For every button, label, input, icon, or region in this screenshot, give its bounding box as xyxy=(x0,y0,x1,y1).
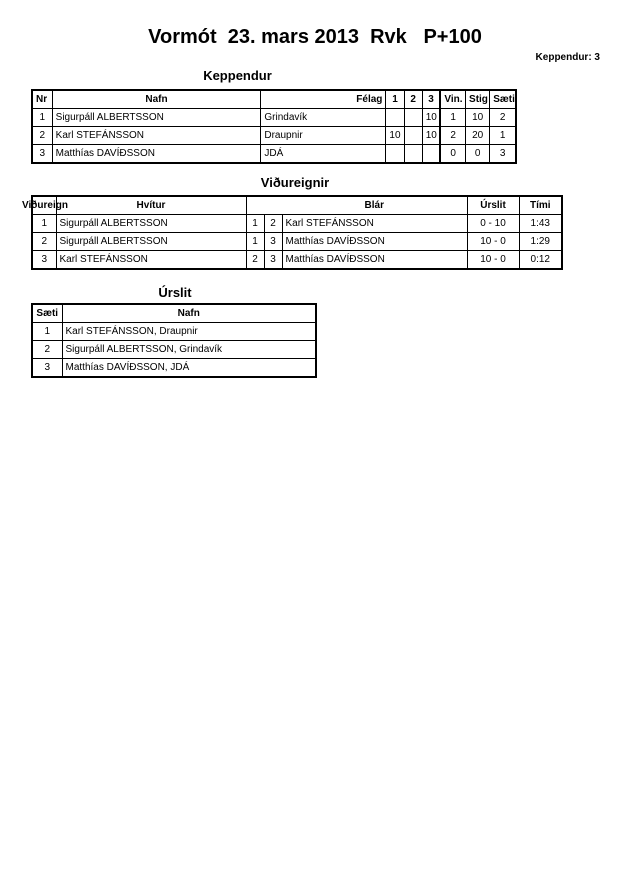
col-match xyxy=(22,196,68,215)
table-row xyxy=(32,127,516,145)
match-blue-nr: 3 xyxy=(264,251,282,270)
results-header-row xyxy=(32,304,316,323)
result-name: Sigurpáll ALBERTSSON, Grindavík xyxy=(62,341,316,359)
col-time: Tími xyxy=(519,196,562,215)
match-white: Sigurpáll ALBERTSSON xyxy=(56,215,246,233)
result-name: Matthías DAVÍÐSSON, JDÁ xyxy=(62,359,316,378)
col-blue-nr xyxy=(264,196,282,215)
player-nr: 2 xyxy=(32,127,52,145)
player-r3: 10 xyxy=(422,109,440,127)
players-table xyxy=(31,89,517,164)
matches-header-row xyxy=(32,196,562,215)
col-match-label: Viðureign xyxy=(22,200,68,211)
match-blue: Matthías DAVÍÐSSON xyxy=(282,233,467,251)
match-white-nr: 2 xyxy=(246,251,264,270)
player-r3: 10 xyxy=(422,127,440,145)
table-row xyxy=(32,251,562,270)
match-blue: Matthías DAVÍÐSSON xyxy=(282,251,467,270)
match-blue-nr: 3 xyxy=(264,233,282,251)
player-r2 xyxy=(404,145,422,164)
col-round-1: 1 xyxy=(386,90,404,109)
col-round-2: 2 xyxy=(404,90,422,109)
player-r3 xyxy=(422,145,440,164)
col-nafn: Nafn xyxy=(52,90,261,109)
table-row xyxy=(32,323,316,341)
matches-heading: Viðureignir xyxy=(260,175,330,190)
result-place: 2 xyxy=(32,341,62,359)
player-name: Sigurpáll ALBERTSSON xyxy=(52,109,261,127)
col-name: Nafn xyxy=(62,304,316,323)
page-title: Vormót 23. mars 2013 Rvk P+100 xyxy=(148,26,482,48)
col-place: Sæti xyxy=(490,90,516,109)
player-name: Matthías DAVÍÐSSON xyxy=(52,145,261,164)
player-place: 2 xyxy=(490,109,516,127)
match-white-nr: 1 xyxy=(246,215,264,233)
player-wins: 2 xyxy=(440,127,465,145)
player-r2 xyxy=(404,109,422,127)
result-place: 3 xyxy=(32,359,62,378)
col-sæti: Sæti xyxy=(32,304,62,323)
table-row xyxy=(32,145,516,164)
match-nr: 2 xyxy=(32,233,56,251)
col-points: Stig xyxy=(466,90,490,109)
player-wins: 0 xyxy=(440,145,465,164)
player-r1 xyxy=(386,145,404,164)
player-r1 xyxy=(386,109,404,127)
match-time: 0:12 xyxy=(519,251,562,270)
player-points: 10 xyxy=(466,109,490,127)
results-table xyxy=(31,303,317,378)
match-white: Karl STEFÁNSSON xyxy=(56,251,246,270)
player-wins: 1 xyxy=(440,109,465,127)
match-blue: Karl STEFÁNSSON xyxy=(282,215,467,233)
match-white: Sigurpáll ALBERTSSON xyxy=(56,233,246,251)
table-row xyxy=(32,109,516,127)
player-name: Karl STEFÁNSSON xyxy=(52,127,261,145)
player-nr: 3 xyxy=(32,145,52,164)
player-place: 3 xyxy=(490,145,516,164)
col-nr: Nr xyxy=(32,90,52,109)
player-club: JDÁ xyxy=(261,145,386,164)
player-points: 20 xyxy=(466,127,490,145)
player-r2 xyxy=(404,127,422,145)
player-club: Draupnir xyxy=(261,127,386,145)
table-row xyxy=(32,233,562,251)
table-row xyxy=(32,359,316,378)
table-row xyxy=(32,341,316,359)
results-heading: Úrslit xyxy=(158,285,192,300)
match-nr: 3 xyxy=(32,251,56,270)
player-count: Keppendur: 3 xyxy=(535,52,600,63)
col-wins: Vin. xyxy=(440,90,465,109)
players-heading: Keppendur xyxy=(203,68,272,83)
player-r1: 10 xyxy=(386,127,404,145)
match-time: 1:43 xyxy=(519,215,562,233)
col-result: Úrslit xyxy=(467,196,519,215)
player-nr: 1 xyxy=(32,109,52,127)
result-name: Karl STEFÁNSSON, Draupnir xyxy=(62,323,316,341)
col-round-3: 3 xyxy=(422,90,440,109)
match-blue-nr: 2 xyxy=(264,215,282,233)
col-white-nr xyxy=(246,196,264,215)
table-row xyxy=(32,215,562,233)
player-points: 0 xyxy=(466,145,490,164)
match-result: 10 - 0 xyxy=(467,251,519,270)
col-white: Hvítur xyxy=(56,196,246,215)
match-result: 0 - 10 xyxy=(467,215,519,233)
match-result: 10 - 0 xyxy=(467,233,519,251)
col-felag: Félag xyxy=(261,90,386,109)
matches-table xyxy=(22,195,563,270)
player-place: 1 xyxy=(490,127,516,145)
match-time: 1:29 xyxy=(519,233,562,251)
players-header-row xyxy=(32,90,516,109)
col-blue: Blár xyxy=(282,196,467,215)
match-nr: 1 xyxy=(32,215,56,233)
result-place: 1 xyxy=(32,323,62,341)
player-club: Grindavík xyxy=(261,109,386,127)
match-white-nr: 1 xyxy=(246,233,264,251)
